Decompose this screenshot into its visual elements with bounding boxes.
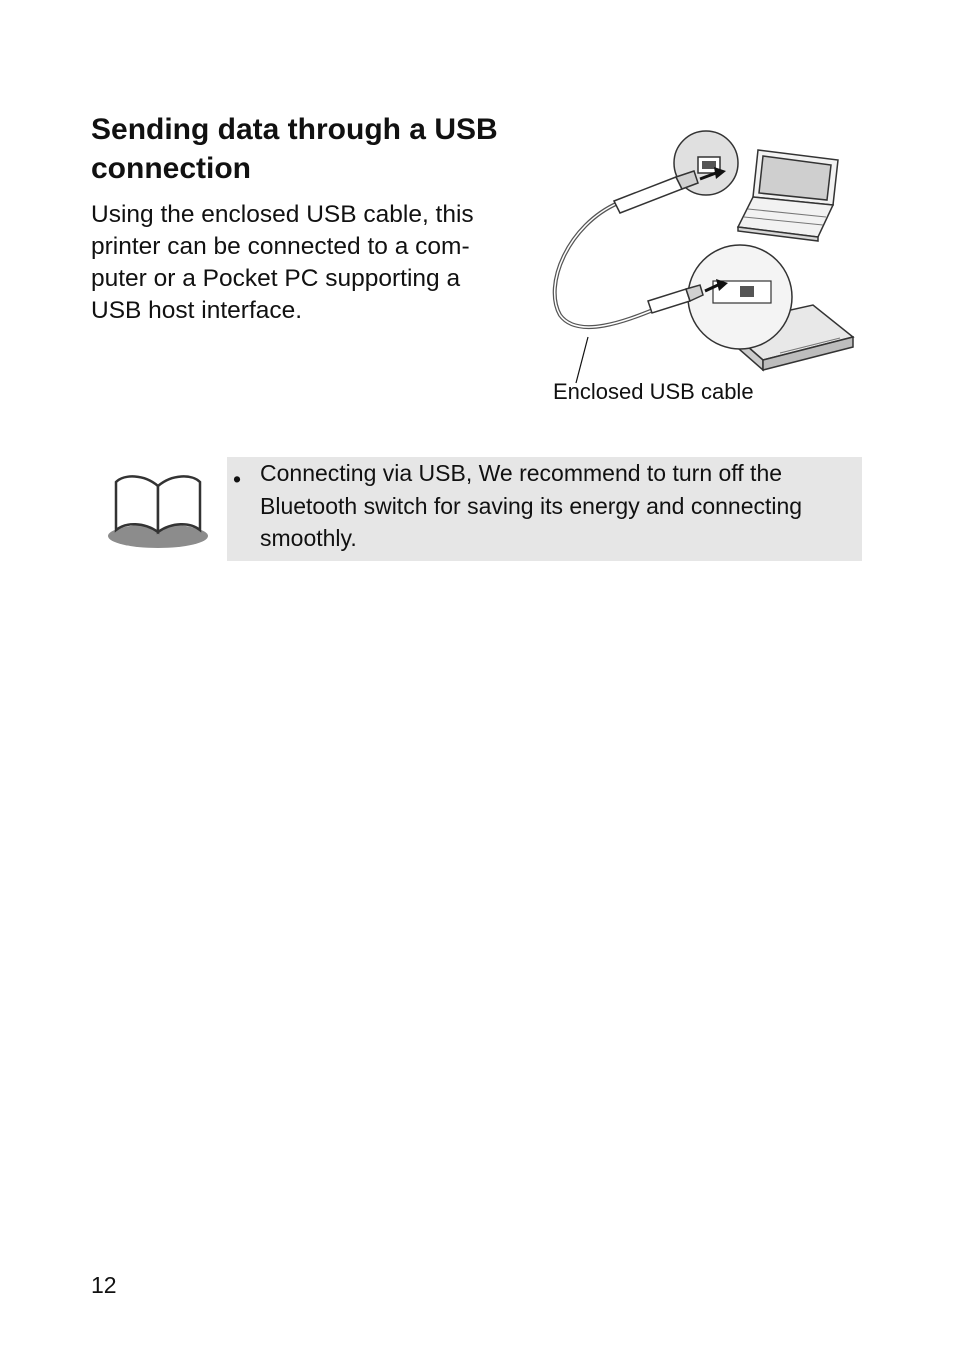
bullet-marker: • — [233, 466, 242, 492]
figure-caption: Enclosed USB cable — [553, 379, 754, 404]
page-number: 12 — [91, 1272, 117, 1298]
intro-line: USB host interface. — [91, 297, 303, 324]
note-line: Connecting via USB, We recommend to turn off the — [260, 460, 783, 486]
usb-cable — [555, 203, 653, 327]
intro-line: puter or a Pocket PC supporting a — [91, 265, 461, 292]
note-line: Bluetooth switch for saving its energy and connecting — [260, 492, 803, 519]
section-heading — [91, 110, 541, 188]
note-line: smoothly. — [260, 525, 357, 551]
intro-line: Using the enclosed USB cable, this — [91, 201, 474, 228]
heading-line: connection — [91, 152, 252, 185]
intro-paragraph — [91, 199, 531, 327]
laptop-illustration — [738, 150, 838, 241]
heading-line: Sending data through a USB — [91, 113, 498, 146]
open-book-icon — [104, 466, 212, 550]
printer-port-callout — [688, 245, 792, 349]
note-text — [260, 457, 850, 555]
intro-line: printer can be connected to a com- — [91, 233, 470, 260]
caption-leader-line — [576, 337, 588, 383]
note-box — [227, 457, 862, 561]
usb-connection-illustration — [548, 125, 868, 385]
